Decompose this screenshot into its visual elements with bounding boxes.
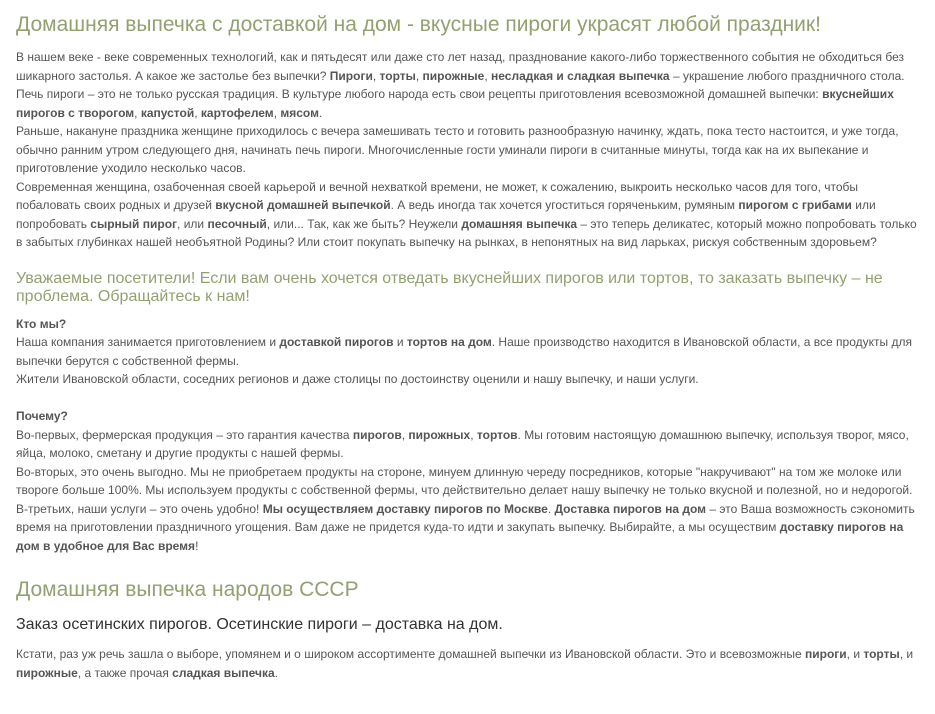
text: Во-первых, фермерская продукция – это гарантия качества — [16, 427, 353, 442]
text: , — [401, 427, 409, 442]
text: – это теперь деликатес, который можно попробовать только в забытых глубинках нашей необъятной Родины? Или стоит покупать выпечку на рынках, в непонятных на вид ларьках, рискуя собственным здоровьем? — [16, 216, 917, 249]
text: . — [547, 501, 555, 516]
keyword: пирогов — [352, 427, 402, 442]
keyword: картофелем — [200, 105, 274, 120]
keyword: сладкая выпечка — [172, 665, 275, 680]
page-title: Домашняя выпечка с доставкой на дом - вкусные пироги украсят любой праздник! — [16, 13, 821, 36]
text: . — [318, 105, 323, 120]
intro-section — [16, 48, 922, 252]
ussr-paragraph — [16, 645, 922, 682]
text: В нашем веке - веке современных технологий, как и пятьдесят или даже сто лет назад, празднование какого-либо торжественного события не обходиться без шикарного застолья. А какое же застолье без выпечки? — [16, 50, 905, 83]
text: , и — [846, 647, 864, 661]
keyword: мясом — [280, 105, 319, 120]
who-section — [16, 315, 922, 389]
keyword: тортов на дом — [406, 335, 492, 349]
ossetian-pies-heading: Заказ осетинских пирогов. Осетинские пироги – доставка на дом. — [16, 616, 503, 633]
why-heading — [16, 407, 922, 426]
keyword: сырный пирог — [90, 216, 178, 231]
why-paragraph-2: Во-вторых, это очень выгодно. Мы не приобретаем продукты на стороне, минуем длинную череду посредников, которые "накручивают" на том же молоке или твороге больше 100%. Мы используем продукты с собственной фермы, что действительно делает нашу выпечку не только вкусной и полезной, но и недорогой. — [16, 464, 913, 497]
text: и — [393, 335, 407, 349]
keyword: торты — [379, 68, 416, 83]
keyword: вкуснейших пирогов с творогом — [16, 87, 894, 120]
keyword: пирожных — [408, 427, 471, 442]
text: , — [194, 105, 201, 120]
text: – украшение любого праздничного стола. Печь пироги – это не только русская традиция. В культуре любого народа есть свои рецепты приготовления всевозможной домашней выпечки: — [16, 68, 905, 101]
who-paragraph-1 — [16, 333, 922, 370]
text: ! — [195, 538, 199, 553]
keyword: капустой — [140, 105, 195, 120]
text: , а также прочая — [77, 665, 173, 680]
text: , — [470, 427, 477, 442]
keyword: доставкой пирогов — [279, 335, 394, 349]
why-paragraph-3 — [16, 500, 922, 556]
text: . Мы готовим настоящую домашнюю выпечку, используя творог, мясо, яйца, молоко, сметану и другие продукты с нашей фермы. — [16, 427, 909, 460]
text: , — [415, 68, 423, 83]
keyword: Пироги — [329, 68, 373, 83]
text: . — [274, 665, 278, 680]
keyword: Мы осуществляем доставку пирогов по Москве — [262, 501, 548, 516]
why-section — [16, 407, 922, 555]
text: , — [484, 68, 492, 83]
keyword: пироги — [804, 647, 847, 661]
keyword: доставку пирогов на дом в удобное для Вас время — [16, 520, 904, 553]
who-heading — [16, 315, 922, 334]
spacer — [16, 389, 922, 408]
text: или попробовать — [16, 198, 876, 231]
text: , или — [177, 216, 208, 231]
text: . Наше производство находится в Ивановской области, а все продукты для выпечки берутся с собственной фермы. — [16, 335, 912, 368]
keyword: домашняя выпечка — [461, 216, 577, 231]
text: – это Ваша возможность сэкономить время на приготовлении праздничного угощения. Вам даже не придется куда-то идти и закупать выпечку. Выбирайте, а мы осуществим — [16, 501, 915, 534]
who-paragraph-2: Жители Ивановской области, соседних регионов и даже столицы по достоинству оценили и нашу выпечку, и наши услуги. — [16, 372, 699, 386]
text: . А ведь иногда так хочется угоститься горяченьким, румяным — [390, 198, 739, 212]
keyword: песочный — [207, 216, 267, 231]
text: , — [134, 105, 141, 120]
text: , или... Так, как же быть? Неужели — [266, 216, 462, 231]
appeal-heading: Уважаемые посетители! Если вам очень хочется отведать вкуснейших пирогов или тортов, то заказать выпечку – не проблема. Обращайтесь к нам! — [16, 269, 883, 305]
intro-paragraph-3 — [16, 178, 922, 252]
keyword: пирожные — [16, 665, 78, 680]
text: Кстати, раз уж речь зашла о выборе, упомянем и о широком ассортименте домашней выпечки из Ивановской области. Это и всевозможные — [16, 647, 805, 661]
text: , — [273, 105, 281, 120]
why-heading-text: Почему? — [16, 409, 68, 423]
text: В-третьих, наши услуги – это очень удобно! — [16, 501, 263, 516]
keyword: пирогом с грибами — [738, 198, 852, 212]
text: , и — [899, 647, 914, 661]
who-heading-text: Кто мы? — [16, 316, 67, 331]
text: Наша компания занимается приготовлением и — [16, 335, 280, 349]
keyword: пирожные — [422, 68, 485, 83]
intro-paragraph-2: Раньше, накануне праздника женщине приходилось с вечера замешивать тесто и готовить разнообразную начинку, ждать, пока тесто настоится, и уже тогда, обычно ранним утром следующего дня, начинать печь пироги. Многочисленные гости уминали пироги в считанные минуты, тогда как на их выпекание и приготовление уходило несколько часов. — [16, 124, 899, 175]
keyword: несладкая и сладкая выпечка — [491, 68, 670, 83]
keyword: торты — [863, 647, 900, 661]
intro-paragraph-1 — [16, 48, 922, 122]
keyword: тортов — [476, 427, 518, 442]
why-paragraph-1 — [16, 426, 922, 463]
ussr-heading: Домашняя выпечка народов СССР — [16, 578, 359, 601]
keyword: вкусной домашней выпечкой — [215, 198, 391, 212]
text: Современная женщина, озабоченная своей карьерой и вечной нехваткой времени, не может, к сожалению, выкроить несколько часов для того, чтобы побаловать своих родных и друзей — [16, 179, 859, 212]
text: , — [372, 68, 380, 83]
keyword: Доставка пирогов на дом — [554, 501, 707, 516]
